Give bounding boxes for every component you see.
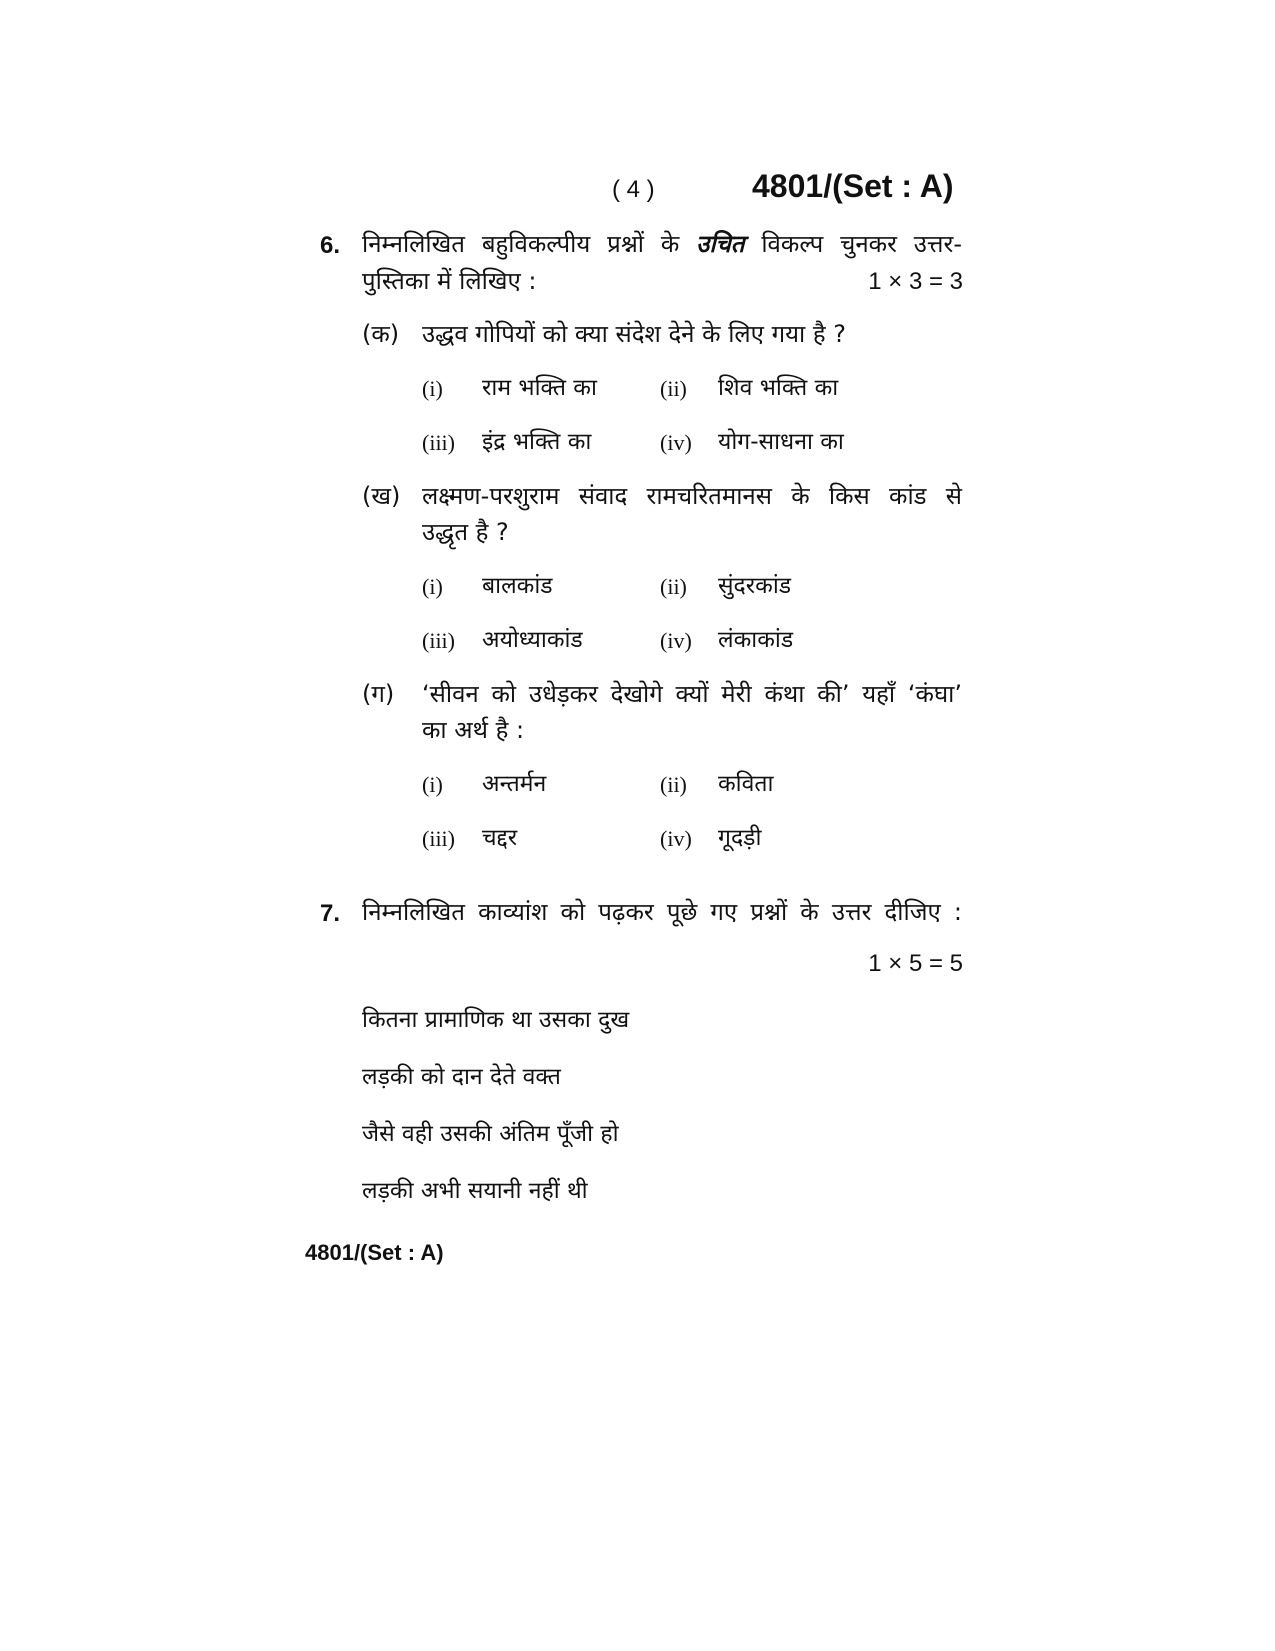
option-text: लंकाकांड (718, 627, 794, 653)
option-label: (iv) (660, 826, 692, 851)
poem-line: कितना प्रामाणिक था उसका दुख (362, 1007, 630, 1033)
subquestion-ga-text-line2: का अर्थ है : (422, 716, 525, 744)
q6-instruction-part1: निम्नलिखित बहुविकल्पीय प्रश्नों के (362, 230, 680, 258)
option-text: अयोध्याकांड (482, 627, 583, 653)
option-label: (iii) (422, 430, 455, 455)
option-label: (i) (422, 376, 443, 401)
question-6-number: 6. (320, 232, 341, 259)
option-label: (iii) (422, 628, 455, 653)
option-label: (iv) (660, 628, 692, 653)
option-text: योग-साधना का (718, 429, 844, 455)
option-text: गूदड़ी (718, 825, 762, 851)
option-label: (i) (422, 772, 443, 797)
subquestion-ka-text: उद्धव गोपियों को क्या संदेश देने के लिए गया है ? (422, 320, 846, 348)
option-text: राम भक्ति का (482, 375, 597, 401)
question-7-marks: 1 × 5 = 5 (868, 950, 963, 977)
subquestion-kha-text-line2: उद्धृत है ? (422, 518, 509, 546)
poem-line: लड़की अभी सयानी नहीं थी (362, 1178, 588, 1204)
option-text: चद्दर (482, 825, 518, 851)
option-text: शिव भक्ति का (718, 375, 839, 401)
option-label: (i) (422, 574, 443, 599)
option-text: कविता (718, 771, 774, 797)
option-label: (iv) (660, 430, 692, 455)
option-text: बालकांड (482, 573, 553, 599)
question-6-instruction-line1 (362, 226, 962, 263)
option-text: अन्तर्मन (482, 771, 547, 797)
page-number: ( 4 ) (612, 176, 655, 203)
q6-instruction-emphasis: उचित (696, 230, 745, 258)
option-text: इंद्र भक्ति का (482, 429, 592, 455)
question-7-number: 7. (320, 900, 341, 927)
option-label: (ii) (660, 574, 687, 599)
question-7-instruction: निम्नलिखित काव्यांश को पढ़कर पूछे गए प्रश्नों के उत्तर दीजिए : (362, 898, 962, 926)
option-text: सुंदरकांड (718, 573, 792, 599)
option-label: (iii) (422, 826, 455, 851)
subquestion-ga-label: (ग) (362, 680, 395, 708)
q6-instruction-part2: विकल्प चुनकर उत्तर- (761, 230, 962, 258)
poem-line: जैसे वही उसकी अंतिम पूँजी हो (362, 1121, 619, 1147)
question-6-marks: 1 × 3 = 3 (868, 268, 963, 295)
question-6-instruction-line2: पुस्तिका में लिखिए : (362, 267, 537, 295)
subquestion-ka-label: (क) (362, 320, 400, 348)
paper-code-header: 4801/(Set : A) (752, 168, 954, 204)
paper-code-footer: 4801/(Set : A) (305, 1240, 444, 1265)
poem-line: लड़की को दान देते वक्त (362, 1064, 561, 1090)
subquestion-kha-text-line1: लक्ष्मण-परशुराम संवाद रामचरितमानस के किस कांड से (422, 482, 962, 510)
subquestion-ga-text-line1: ‘सीवन को उधेड़कर देखोगे क्यों मेरी कंथा की’ यहाँ ‘कंघा’ (422, 680, 962, 708)
option-label: (ii) (660, 376, 687, 401)
subquestion-kha-label: (ख) (362, 482, 401, 510)
option-label: (ii) (660, 772, 687, 797)
